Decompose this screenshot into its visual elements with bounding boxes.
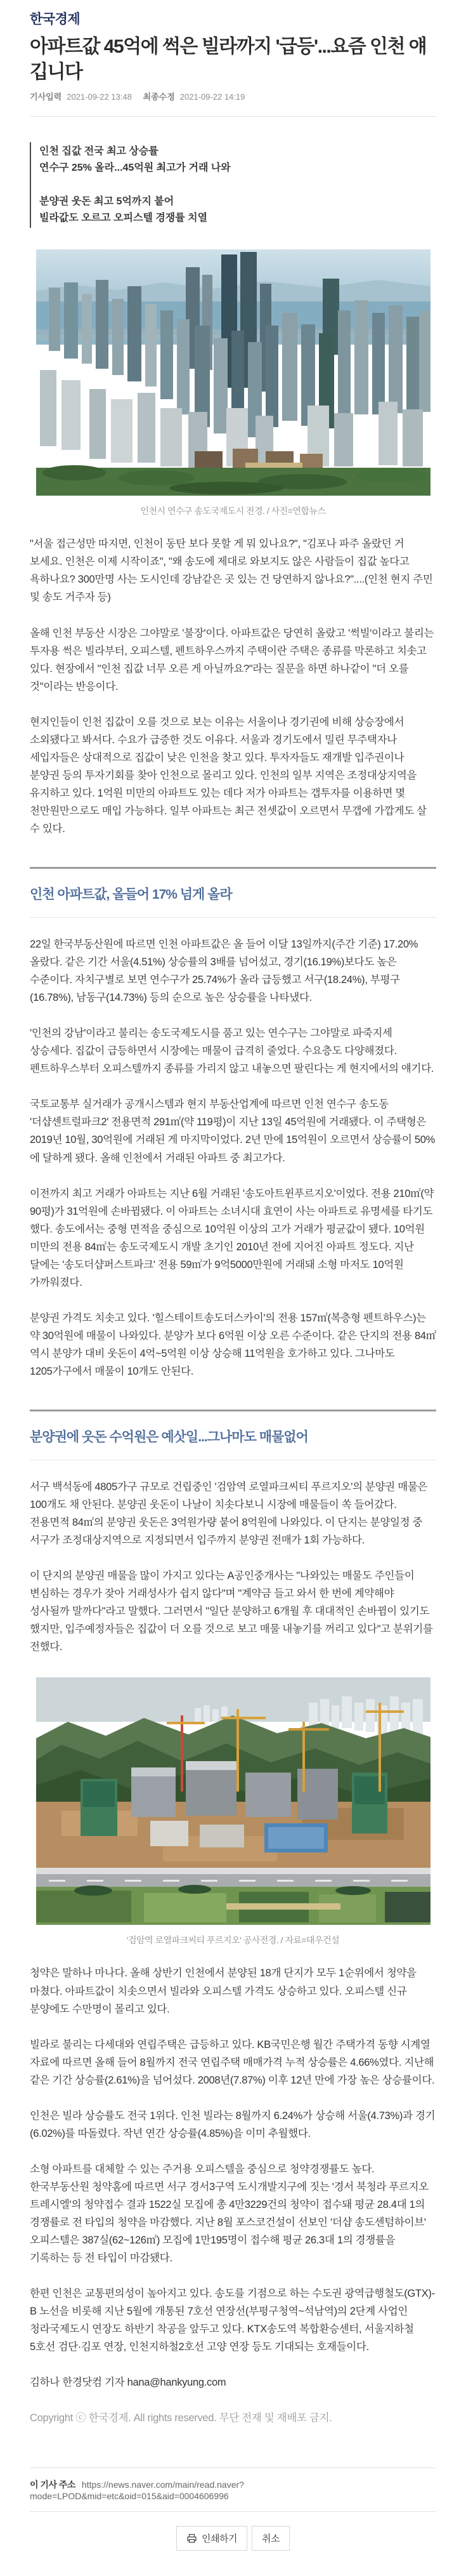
section-underline xyxy=(30,917,436,918)
modified-label: 최종수정 xyxy=(143,91,175,102)
article-url-bar xyxy=(30,2467,436,2512)
article-paragraph: 현지인들이 인천 집값이 오를 것으로 보는 이유는 서울이나 경기권에 비해 상승장에서 소외됐다고 봐서다. 수요가 급증한 것도 이유다. 서울과 경기도에서 밀린 무주택자나 세입자들은 상대적으로 집값이 낮은 인천을 찾고 있다. 투자자들도 재개발 입주권이나 분양권 등의 투자기회를 찾아 인천으로 몰리고 있다. 인천의 일부 지역은 조정대상지역을 유지하고 있다. 1억원 미만의 아파트도 있는 데다 저가 아파트는 갭투자를 이용하면 몇 천만원만으로도 매입 가능하다. 일부 아파트는 최근 전셋값이 오르면서 무갭에 가깝게도 살 수 있다. xyxy=(30,716,427,835)
action-button-row xyxy=(30,2526,436,2551)
article-paragraph: 청약은 말하나 마나다. 올해 상반기 인천에서 분양된 18개 단지가 모두 1순위에서 청약을 마쳤다. 아파트값이 치솟으면서 빌라와 오피스텔 가격도 상승하고 있다. 오피스텔 신규 분양에도 수만명이 몰리고 있다. xyxy=(30,1967,417,2015)
article-paragraph: 빌라로 불리는 다세대와 연립주택은 급등하고 있다. KB국민은행 월간 주택가격 동향 시계열 자료에 따르면 올해 들어 8월까지 전국 연립주택 매매가격 누적 상승률은 4.66%였다. 지난해 같은 기간 상승률(2.61%)을 넘어섰다. 2008년(7.87%) 이후 12년 만에 가장 높은 상승률이다. xyxy=(30,2038,435,2086)
article-paragraph: "서울 접근성만 따지면, 인천이 동탄 보다 못할 게 뭐 있나요?", "김포나 파주 올랐던 거 보세요. 인천은 이제 시작이죠", "왜 송도에 제대로 와보지도 않은 사람들이 집값 높다고 욕하나요? 300만명 사는 도시인데 강남같은 곳 있는 건 당연하지 않나요?"....(인천 현지 주민 및 송도 거주자 등) xyxy=(30,538,433,604)
article-paragraph: 이 단지의 분양권 매물을 많이 가지고 있다는 A공인중개사는 "나와있는 매물도 주인들이 변심하는 경우가 잦아 거래성사가 쉽지 않다"며 "계약금 들고 와서 한 번에 계약해야 성사될까 말까다"라고 말했다. 그러면서 "일단 분양하고 6개월 후 대대적인 손바뀜이 있기도 했지만, 입주예정자들은 집값이 더 오를 것으로 보고 매물 내놓기를 꺼리고 있다"고 분위기를 전했다. xyxy=(30,1570,433,1653)
figure-caption: 인천시 연수구 송도국제도시 전경. / 사진=연합뉴스 xyxy=(140,506,326,517)
article-paragraph: 서구 백석동에 4805가구 규모로 건립중인 '검암역 로열파크씨티 푸르지오'의 분양권 매물은 100개도 채 안된다. 분양권 웃돈이 나날이 치솟다보니 시장에 매물들이 쏙 들어갔다. 전용면적 84㎡의 분양권 웃돈은 3억원가량 붙어 8억원에 나와있다. 이 단지는 분양일정 중 서구가 조정대상지역으로 지정되면서 입주까지 분양권 전매가 1회 가능하다. xyxy=(30,1481,428,1547)
subheadline-gap xyxy=(39,177,436,194)
cancel-button-label: 취소 xyxy=(261,2533,280,2545)
subheadline-line: 연수구 25% 올라...45억원 최고가 거래 나와 xyxy=(39,162,231,174)
article-paragraph: 분양권 가격도 치솟고 있다. '힐스테이트송도더스카이'의 전용 157㎡(복층형 펜트하우스)는 약 30억원에 매물이 나와있다. 분양가 보다 6억원 이상 오른 수준이다. 같은 단지의 전용 84㎡ 역시 분양가 대비 웃돈이 4억~5억원 이상 상승해 11억원을 호가하고 있다. 그나마도 1205가구에서 매물이 10개도 안된다. xyxy=(30,1312,436,1377)
header-divider xyxy=(30,116,436,117)
article-paragraph: 한편 인천은 교통편의성이 높아지고 있다. 송도를 기점으로 하는 수도권 광역급행철도(GTX)-B 노선을 비롯해 지난 5월에 개통된 7호선 연장선(부평구청역~석남역)의 2단계 사업인 청라국제도시 연장도 하반기 착공을 앞두고 있다. KTX송도역 복합환승센터, 서울지하철 5호선 검단·김포 연장, 인천지하철2호선 고양 연장 등도 기대되는 호재들이다. xyxy=(30,2288,435,2353)
article-paragraph: 인천은 빌라 상승률도 전국 1위다. 인천 빌라는 8월까지 6.24%가 상승해 서울(4.73%)과 경기(6.02%)를 따돌렸다. 작년 연간 상승률(4.85%)을 이미 추월했다. xyxy=(30,2110,436,2139)
copyright-notice: Copyright ⓒ 한국경제. All rights reserved. 무단 전재 및 재배포 금지. xyxy=(30,2412,332,2424)
subheadline-line: 인천 집값 전국 최고 상승률 xyxy=(39,145,159,157)
figure-caption: '검암역 로열파크씨티 푸르지오' 공사전경. / 자료=대우건설 xyxy=(126,1935,340,1946)
subheadline-block xyxy=(30,142,436,228)
songdo-skyline-photo xyxy=(36,249,430,496)
print-button-label: 인쇄하기 xyxy=(202,2533,237,2545)
construction-site-photo xyxy=(36,1677,430,1925)
article-url: https://news.naver.com/main/read.naver?mode=LPOD&mid=etc&oid=015&aid=0004606996 xyxy=(30,2480,244,2502)
hankyung-logo: 한국경제 xyxy=(30,12,81,27)
figure-songdo xyxy=(30,249,436,517)
section-title: 분양권에 웃돈 수억원은 예삿일...그나마도 매물없어 xyxy=(30,1430,308,1445)
article-body xyxy=(30,535,436,2427)
masthead xyxy=(30,9,436,117)
figure-construction xyxy=(30,1677,436,1946)
subheadline-line: 분양권 웃돈 최고 5억까지 붙어 xyxy=(39,195,174,207)
printer-icon xyxy=(186,2533,197,2544)
published-time: 2021-09-22 13:48 xyxy=(67,91,132,102)
section-heading-2 xyxy=(30,1410,436,1460)
article-meta xyxy=(30,90,436,102)
article-paragraph: 국토교통부 실거래가 공개시스템과 현지 부동산업계에 따르면 인천 연수구 송도동 '더샵센트럴파크2' 전용면적 291㎡(약 119평)이 지난 13일 45억원에 거래됐다. 이 주택형은 2019년 10월, 30억원에 거래된 게 마지막이었다. 2년 만에 15억원이 오르면서 상승률이 50%에 달하게 됐다. 올해 인천에서 거래된 아파트 중 최고가다. xyxy=(30,1099,435,1164)
article-paragraph: 이전까지 최고 거래가 아파트는 지난 6월 거래된 '송도아트윈푸르지오'이었다. 전용 210㎡(약 90평)가 31억원에 손바뀜됐다. 이 아파트는 소녀시대 효연이 사는 아파트로 유명세를 타기도 했다. 송도에서는 중형 면적을 중심으로 10억원 이상의 고가 거래가 평균값이 됐다. 10억원 미만의 전용 84㎡는 송도국제도시 개발 초기인 2010년 전에 지어진 아파트 정도다. 지난 달에는 '송도더샵퍼스트파크' 전용 59㎡가 9억5000만원에 거래돼 소형 마저도 10억원 가까워졌다. xyxy=(30,1187,434,1288)
article-paragraph: '인천의 강남'이라고 불리는 송도국제도시를 품고 있는 연수구는 그야말로 파죽지세 상승세다. 집값이 급등하면서 시장에는 매물이 급격히 줄었다. 수요층도 다양해졌다. 펜트하우스부터 오피스텔까지 종류를 가리지 않고 내놓으면 팔린다는 게 현지에서의 얘기다. xyxy=(30,1027,434,1075)
article-paragraph: 소형 아파트를 대체할 수 있는 주거용 오피스텔을 중심으로 청약경쟁률도 높다. 한국부동산원 청약홈에 따르면 서구 경서3구역 도시개발지구에 짓는 '경서 북청라 푸르지오 트레시엘'의 청약접수 결과 1522실 모집에 총 4만3229건의 청약이 접수돼 평균 28.4대 1의 경쟁률로 전 타입의 청약을 마감했다. 지난 8월 포스코건설이 선보인 '더샵 송도센텀하이브' 오피스텔은 387실(62~126㎡) 모집에 1만195명이 접수해 평균 26.3대 1의 경쟁률을 기록하는 등 전 타입이 마감됐다. xyxy=(30,2163,429,2264)
modified-time: 2021-09-22 14:19 xyxy=(179,91,245,102)
article-url-label: 이 기사 주소 xyxy=(30,2480,75,2490)
article-paragraph: 22일 한국부동산원에 따르면 인천 아파트값은 올 들어 이달 13일까지(주간 기준) 17.20% 올랐다. 같은 기간 서울(4.51%) 상승률의 3배를 넘어섰고, 경기(16.19%)보다도 높은 수준이다. 자치구별로 보면 연수구가 25.74%가 올라 급등했고 서구(18.24%), 부평구(16.78%), 남동구(14.73%) 등의 순으로 높은 상승률을 나타냈다. xyxy=(30,939,418,1004)
reporter-byline: 김하나 한경닷컴 기자 hana@hankyung.com xyxy=(30,2377,226,2389)
article-paragraph: 올해 인천 부동산 시장은 그야말로 '불장'이다. 아파트값은 당연히 올랐고 '썩빌'이라고 불리는 투자용 썩은 빌라부터, 오피스텔, 펜트하우스까지 주택이란 주택은 종류를 막론하고 치솟고 있다. 현장에서 "인천 집값 너무 오른 게 아닐까요?"라는 질문을 하면 하나같이 "더 오를 것"이라는 반응이다. xyxy=(30,627,434,692)
section-title: 인천 아파트값, 올들어 17% 넘게 올라 xyxy=(30,887,232,902)
print-button[interactable] xyxy=(176,2526,247,2551)
article-title: 아파트값 45억에 썩은 빌라까지 '급등'...요즘 인천 얘깁니다 xyxy=(30,36,427,83)
published-label: 기사입력 xyxy=(30,91,62,102)
section-heading-1 xyxy=(30,867,436,918)
subheadline-line: 빌라값도 오르고 오피스텔 경쟁률 치열 xyxy=(39,212,208,223)
cancel-button[interactable] xyxy=(252,2526,290,2551)
